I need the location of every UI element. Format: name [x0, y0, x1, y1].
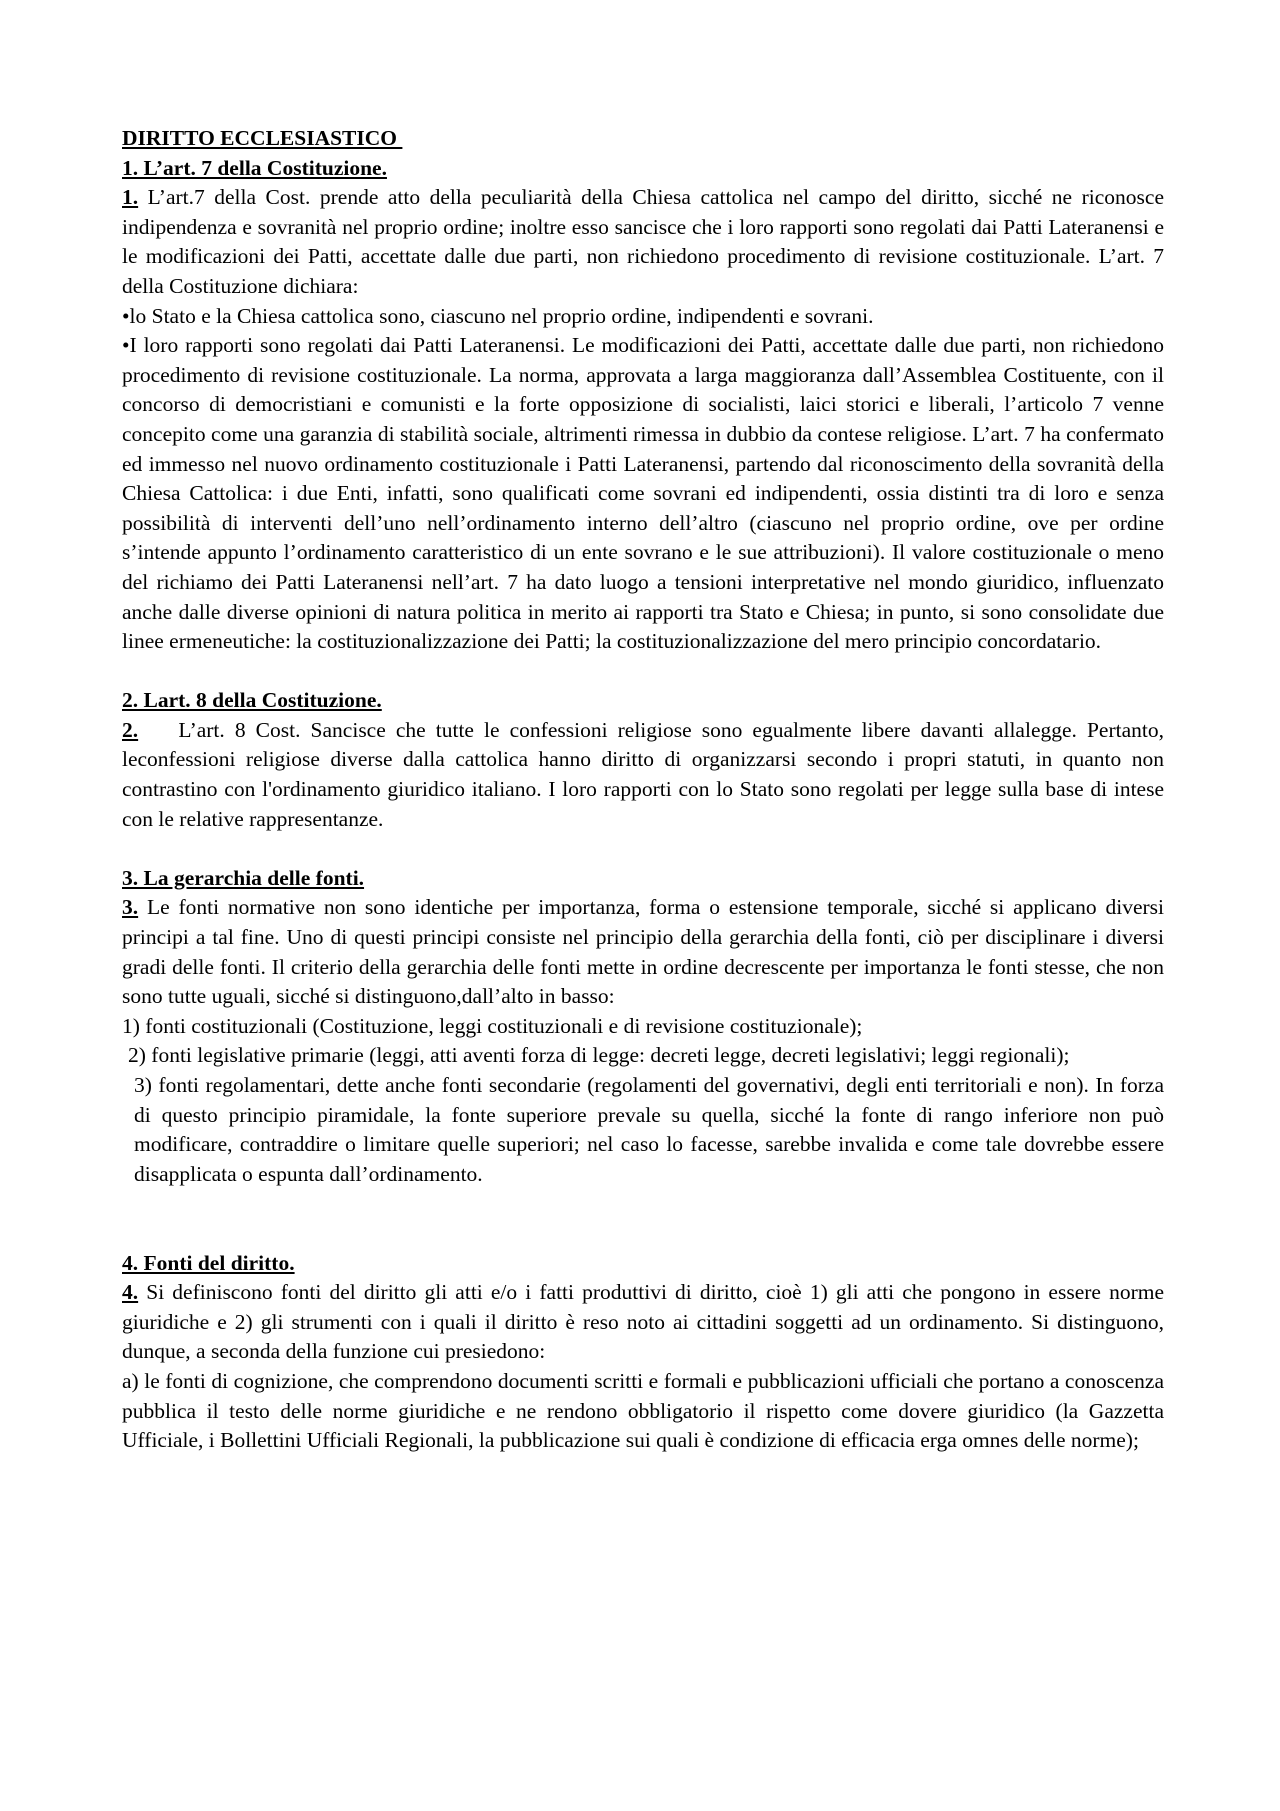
section-4-text: Si definiscono fonti del diritto gli atti e/o i fatti produttivi di diritto, cioè 1) gli atti che pongono in essere norme giuridiche e 2) gli strumenti con i quali il diritto è reso noto ai cittadini soggetti ad un ordinamento. Si distinguono, dunque, a seconda della funzione cui presiedono:	[122, 1280, 1164, 1364]
section-3-item-3-text: 3) fonti regolamentari, dette anche fonti secondarie (regolamenti del governativi, degli enti territoriali e non). In forza di questo principio piramidale, la fonte superiore prevale su quella, sicché la fonte di rango inferiore non può modificare, contraddire o limitare quelle superiori; nel caso lo facesse, sarebbe invalida e come tale dovrebbe essere disapplicata o espunta dall’ordinamento.	[134, 1073, 1164, 1186]
section-2-heading: 2. Lart. 8 della Costituzione.	[122, 688, 382, 713]
section-4-item-1: a) le fonti di cognizione, che comprendono documenti scritti e formali e pubblicazioni ufficiali che portano a conoscenza pubblica il testo delle norme giuridiche e ne rendono obbligatorio il rispetto come dovere giuridico (la Gazzetta Ufficiale, i Bollettini Ufficiali Regionali, la pubblicazione sui quali è condizione di efficacia erga omnes delle norme);	[122, 1368, 1164, 1453]
section-3-item-3	[122, 1071, 1164, 1189]
section-1-number: 1.	[122, 185, 139, 210]
section-3-number: 3.	[122, 895, 139, 920]
spacer	[122, 657, 1164, 687]
section-2-number: 2.	[122, 717, 139, 742]
section-3-paragraph	[122, 893, 1164, 1011]
section-4-number: 4.	[122, 1280, 139, 1305]
document-title: DIRITTO ECCLESIASTICO	[122, 126, 403, 150]
section-1-bullet-1: •lo Stato e la Chiesa cattolica sono, ciascuno nel proprio ordine, indipendenti e sovrani.	[122, 303, 874, 328]
section-4-paragraph	[122, 1278, 1164, 1367]
document-page	[122, 124, 1170, 1456]
spacer	[122, 1189, 1164, 1248]
section-3-item-1: 1) fonti costituzionali (Costituzione, leggi costituzionali e di revisione costituzionale);	[122, 1013, 863, 1038]
section-2-paragraph	[122, 716, 1170, 834]
section-1-paragraph	[122, 183, 1164, 301]
spacer	[122, 834, 1164, 864]
section-4-heading: 4. Fonti del diritto.	[122, 1250, 295, 1275]
section-1-heading: 1. L’art. 7 della Costituzione.	[122, 155, 387, 180]
section-1-text: L’art.7 della Cost. prende atto della peculiarità della Chiesa cattolica nel campo del diritto, sicché ne riconosce indipendenza e sovranità nel proprio ordine; inoltre esso sancisce che i loro rapporti sono regolati dai Patti Lateranensi e le modificazioni dei Patti, accettate dalle due parti, non richiedono procedimento di revisione costituzionale. L’art. 7 della Costituzione dichiara:	[122, 185, 1164, 298]
section-3-text: Le fonti normative non sono identiche per importanza, forma o estensione temporale, sicché si applicano diversi principi a tal fine. Uno di questi principi consiste nel principio della gerarchia della fonti, ciò per disciplinare i diversi gradi delle fonti. Il criterio della gerarchia delle fonti mette in ordine decrescente per importanza le fonti stesse, che non sono tutte uguali, sicché si distinguono,dall’alto in basso:	[122, 895, 1164, 1009]
section-3-item-2: 2) fonti legislative primarie (leggi, atti aventi forza di legge: decreti legge, decreti legislativi; leggi regionali);	[128, 1043, 1070, 1068]
section-3-heading: 3. La gerarchia delle fonti.	[122, 865, 365, 890]
section-1-bullet-2: •I loro rapporti sono regolati dai Patti Lateranensi. Le modificazioni dei Patti, accettate dalle due parti, non richiedono procedimento di revisione costituzionale. La norma, approvata a larga maggioranza dall’Assemblea Costituente, con il concorso di democristiani e comunisti e la forte opposizione di socialisti, laici storici e liberali, l’articolo 7 venne concepito come una garanzia di stabilità sociale, altrimenti rimessa in dubbio da contese religiose. L’art. 7 ha confermato ed immesso nel nuovo ordinamento costituzionale i Patti Lateranensi, partendo dal riconoscimento della sovranità della Chiesa Cattolica: i due Enti, infatti, sono qualificati come sovrani ed indipendenti, ossia distinti tra di loro e senza possibilità di interventi dell’uno nell’ordinamento interno dell’altro (ciascuno nel proprio ordine, ove per ordine s’intende appunto l’ordinamento caratteristico di un ente sovrano e le sue attribuzioni). Il valore costituzionale o meno del richiamo dei Patti Lateranensi nell’art. 7 ha dato luogo a tensioni interpretative nel mondo giuridico, influenzato anche dalle diverse opinioni di natura politica in merito ai rapporti tra Stato e Chiesa; in punto, si sono consolidate due linee ermeneutiche: la costituzionalizzazione dei Patti; la costituzionalizzazione del mero principio concordatario.	[122, 333, 1164, 654]
section-2-text: L’art. 8 Cost. Sancisce che tutte le confessioni religiose sono egualmente libere davanti allalegge. Pertanto, leconfessioni religiose diverse dalla cattolica hanno diritto di organizzarsi secondo i propri statuti, in quanto non contrastino con l'ordinamento giuridico italiano. I loro rapporti con lo Stato sono regolati per legge sulla base di intese con le relative rappresentanze.	[122, 717, 1170, 831]
